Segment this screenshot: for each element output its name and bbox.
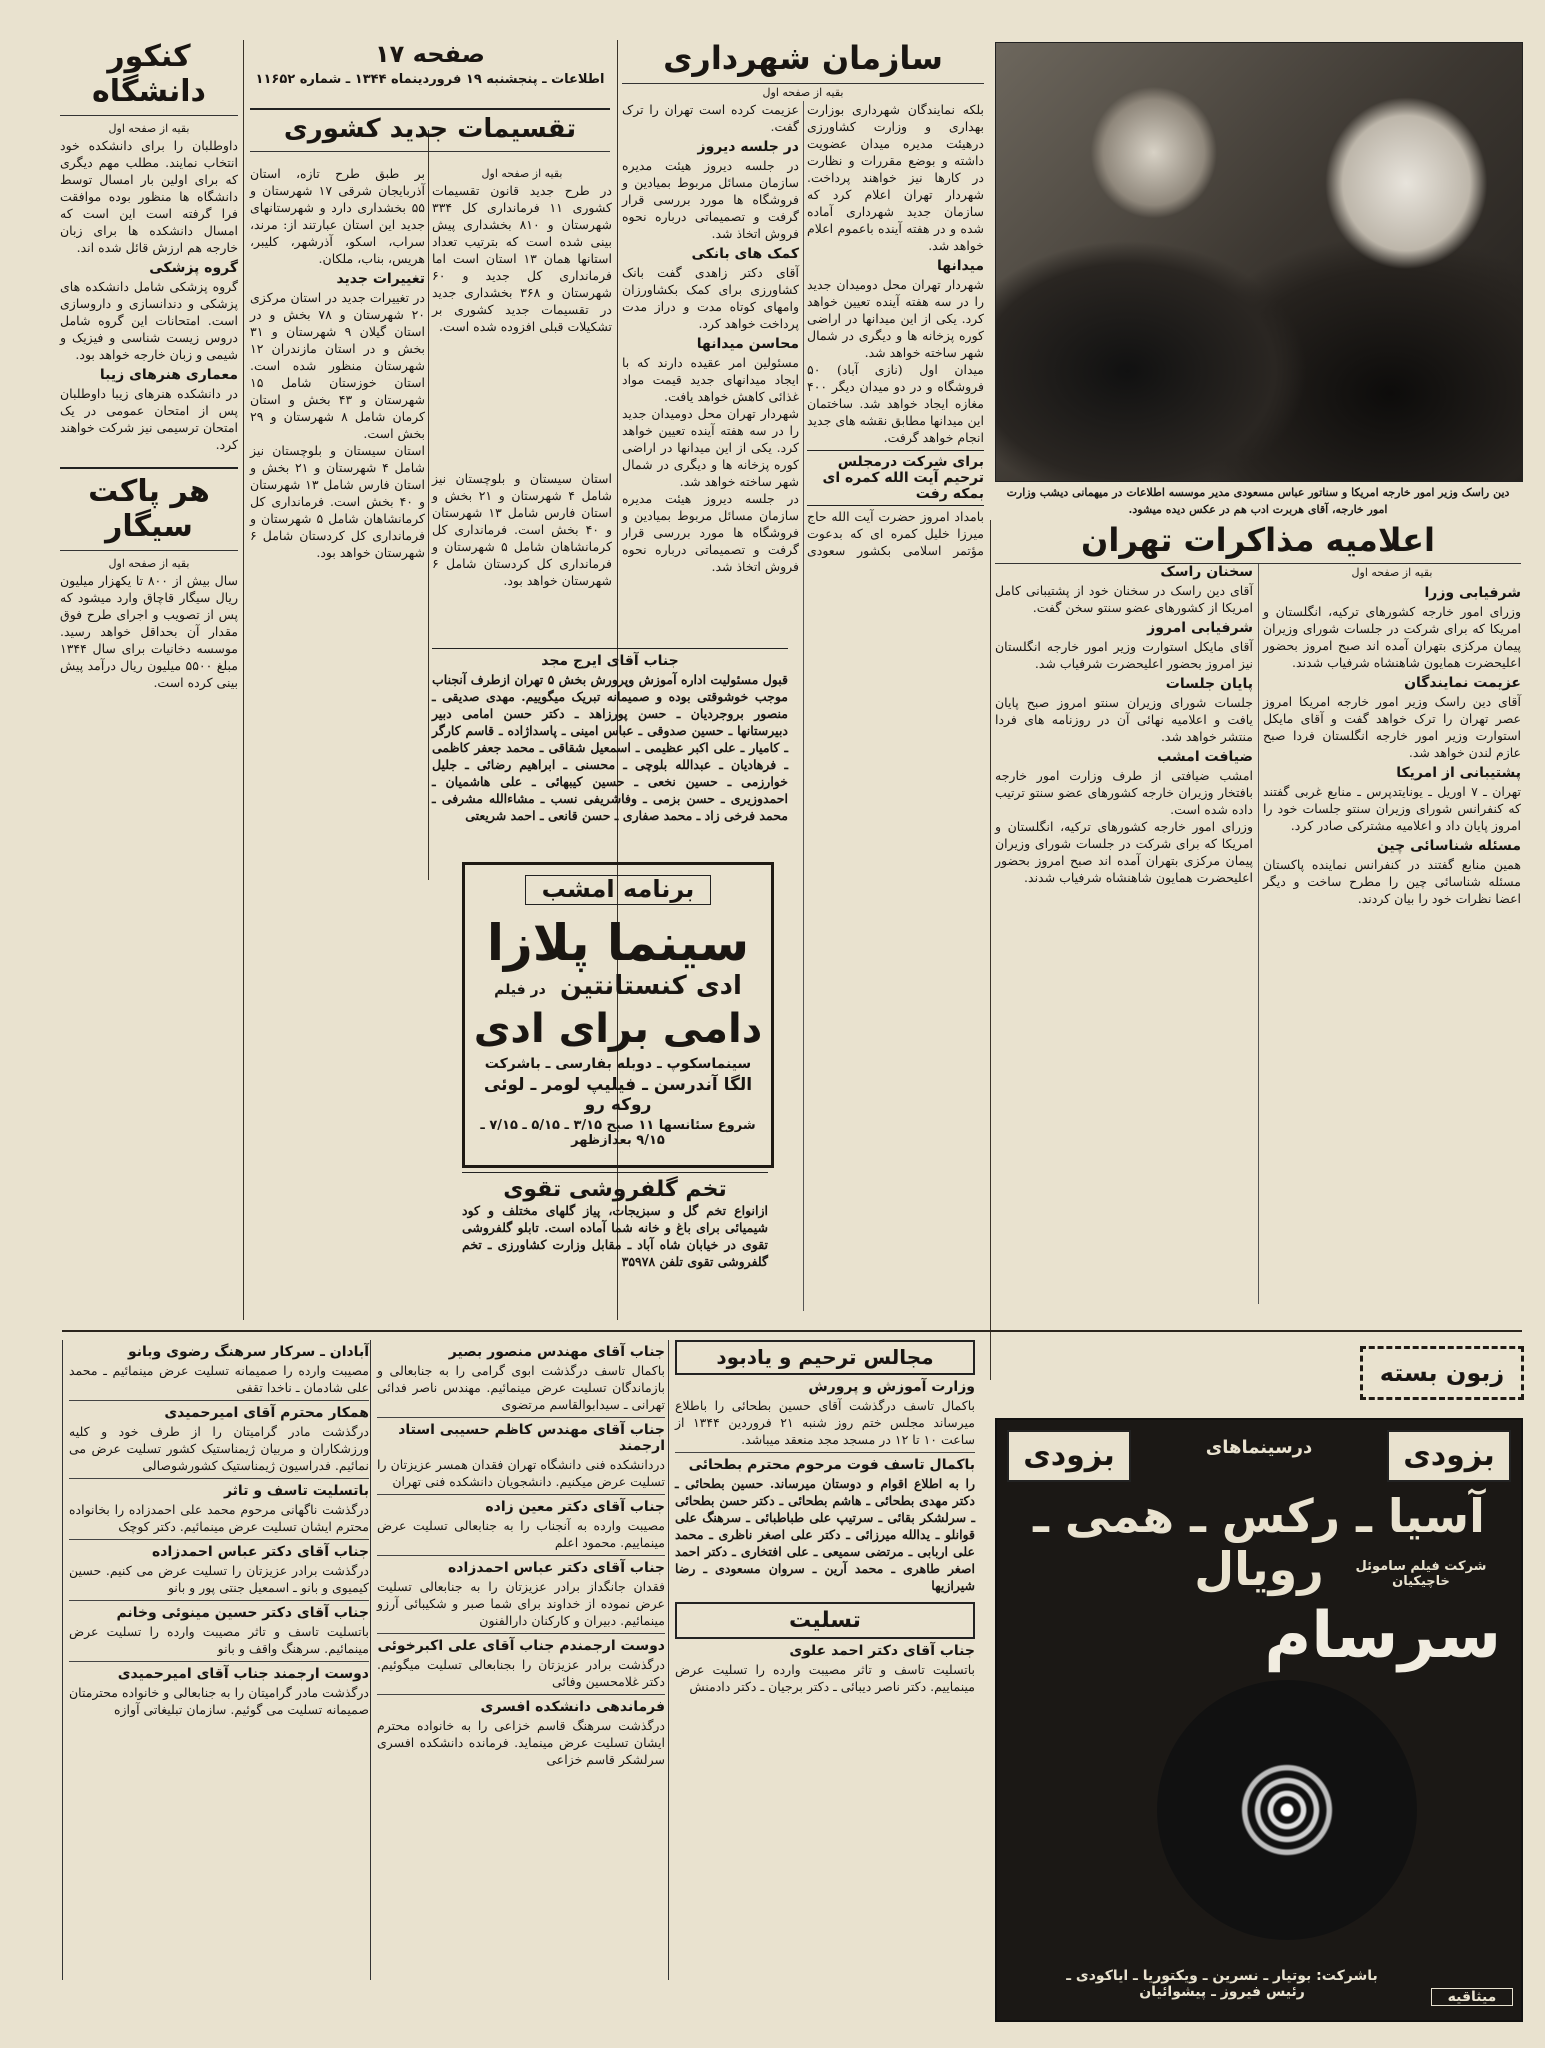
film-tech: سینماسکوپ ـ دوبله بفارسی ـ باشرکت: [484, 1055, 752, 1072]
cont-note-2: بقیه از صفحه اول: [108, 557, 190, 570]
talks-p7: جلسات شورای وزیران سنتو امروز صبح پایان یافت و اعلامیه نهائی آن در روزنامه های فردا منتشر خواهد شد.: [995, 694, 1253, 744]
column-4: [995, 522, 1521, 1312]
muni-p2: شهردار تهران محل دومیدان جدید را در سه هفته آینده تعیین خواهد کرد. یکی از این میدانها در اراضی کوره پزخانه ها و دیگری در شمال شهر ساخته خواهد شد.: [807, 276, 984, 360]
congrats-title: جناب آقای ایرج مجد: [541, 653, 679, 669]
tag-text: زبون بسته: [1379, 1359, 1505, 1387]
cont-note: بقیه از صفحه اول: [108, 122, 190, 135]
subhead-today: شرفیابی امروز: [1147, 619, 1253, 636]
konkur-p1: داوطلبان را برای دانشکده خود انتخاب نمایند. مطلب مهم دیگری که برای اولین بار امسال توسط دانشگاه ها منظور بوده موافقت فرا گرفته است این است که امسال دانشکده ها برای زبان خارجه هم ارزش قائل شده اند.: [60, 138, 238, 255]
subhead-audience: شرفیابی وزرا: [1424, 584, 1521, 601]
subhead-departure: عزیمت نمایندگان: [1404, 674, 1521, 691]
headline-cigarette: هر پاکت سیگار: [60, 467, 238, 551]
divisions-p3: در تغییرات جدید در استان مرکزی ۲۰ شهرستان و ۷۸ بخش و در استان گیلان ۹ شهرستان و ۳۱ بخش و در استان مازندران ۱۲ شهرستان منظور شده است. استان خوزستان شامل ۱۵ شهرستان و ۴۳ بخش و استان کرمان شامل ۸ شهرستان و ۲۹ بخش است.: [250, 290, 426, 441]
film-cast: الگا آندرسن ـ فیلیپ لومر ـ لوئی روکه رو: [483, 1075, 753, 1115]
film-times: شروع سئانسها ۱۱ صبح ۳/۱۵ ـ ۵/۱۵ ـ ۷/۱۵ ـ ۹/۱۵ بعدازظهر: [480, 1118, 756, 1149]
c3-head-0: وزارت آموزش و پرورش: [808, 1379, 975, 1395]
headline-municipality: سازمان شهرداری: [622, 40, 984, 84]
c3-item-1: [675, 1452, 975, 1594]
dateline: اطلاعات ـ پنجشنبه ۱۹ فروردینماه ۱۳۴۴ ـ شماره ۱۱۶۵۲: [255, 72, 605, 87]
c2-head-2: جناب آقای دکتر معین زاده: [485, 1499, 665, 1515]
c1-head-5: دوست ارجمند جناب آقای امیرحمیدی: [117, 1666, 369, 1682]
tonight-label: برنامه امشب: [525, 875, 711, 905]
c1-item-4: [69, 1600, 369, 1657]
sarsam-title: سرسام: [1264, 1599, 1501, 1673]
talks-p1: وزرای امور خارجه کشورهای ترکیه، انگلستان و امریکا که برای شرکت در جلسات شورای وزیران پیمان مرکزی بتهران آمده اند صبح امروز بحضور اعلیحضرت همایون شاهنشاه شرفیاب شدند.: [1263, 603, 1521, 670]
seed-title: تخم گلفروشی تقوی: [503, 1177, 727, 1202]
c2-item-0: [377, 1344, 665, 1413]
subhead-benefits: محاسن میدانها: [696, 335, 799, 352]
c2-body-3: فقدان جانگداز برادر عزیزتان را به جنابعالی تسلیت عرض نموده از خداوند برای شما صبر و شکیبائی آرزو مینمائیم. دبیران و کارکنان دارالفنون: [377, 1579, 665, 1628]
c1-body-2: درگذشت ناگهانی مرحوم محمد علی احمدزاده را بخانواده محترم ایشان تسلیت عرض مینمائیم. دکتر کوچک: [69, 1502, 369, 1534]
c2-item-4: [377, 1633, 665, 1690]
c2-item-3: [377, 1555, 665, 1629]
talks-p6: آقای مایکل استوارت وزیر امور خارجه انگلستان نیز امروز بحضور اعلیحضرت شرفیاب شد.: [995, 638, 1253, 671]
muni-p2b: شهردار تهران محل دومیدان جدید را در سه هفته آینده تعیین خواهد کرد. یکی از این میدانها در اراضی کوره پزخانه ها و دیگری در شمال شهر ساخته خواهد شد.: [622, 405, 799, 489]
condolence-col-2: [370, 1340, 665, 1980]
muni-p3: میدان اول (نازی آباد) ۵۰ فروشگاه و در دو میدان دیگر ۴۰۰ مغازه ایجاد خواهد شد. ساختمان این میدانها مطابق نقشه های جدید انجام خواهد گرفت.: [807, 361, 984, 445]
memorial-box-title: مجالس ترحیم و یادبود: [675, 1340, 975, 1375]
credits-bottom: باشرکت: بوتیار ـ نسرین ـ ویکتوریا ـ ایاکودی ـ رئیس فیروز ـ پیشوائیان: [1066, 1967, 1378, 2000]
c1-body-5: درگذشت مادر گرامیتان را به جنابعالی و خانواده محترمتان صمیمانه تسلیت می گوئیم. سازمان تبلیغاتی آوازه: [69, 1685, 369, 1717]
c1-head-3: جناب آقای دکتر عباس احمدزاده: [152, 1544, 369, 1560]
headline-divisions: تقسیمات جدید کشوری: [250, 115, 610, 152]
c1-head-0: آبادان ـ سرکار سرهنگ رضوی وبانو: [127, 1344, 369, 1360]
muni-p5: در جلسه دیروز هیئت مدیره سازمان مسائل مربوط بمیادین و فروشگاه ها مورد بررسی قرار گرفت و تصمیماتی درباره نحوه فروش اتخاذ شد.: [622, 157, 799, 241]
c2-head-5: فرماندهی دانشکده افسری: [480, 1699, 665, 1715]
kamarei-head: برای شرکت درمجلس ترحیم آیت الله کمره ای بمکه رفت: [807, 450, 984, 506]
subhead-banquet: ضیافت امشب: [1157, 748, 1253, 765]
c3-head-1: باکمال تاسف فوت مرحوم محترم بطحائی: [688, 1457, 975, 1473]
headline-tehran-talks: اعلامیه مذاکرات تهران: [995, 522, 1521, 564]
spiral-artwork: [1157, 1680, 1417, 1940]
column-2c: [432, 470, 612, 640]
c1-body-4: باتسلیت تاسف و تاثر مصیبت وارده را تسلیت عرض مینمائیم. سرهنگ واقف و بانو: [69, 1624, 369, 1656]
konkur-p2: گروه پزشکی شامل دانشکده های پزشکی و دندانسازی و داروسازی است. امتحانات این گروه شامل دروس زیست شناسی و فیزیک و شیمی و زبان خارجه خواهد بود.: [60, 279, 238, 362]
c2-body-5: درگذشت سرهنگ قاسم خزاعی را به خانواده محترم ایشان تسلیت عرض مینماید. فرمانده دانشکده افسری سرلشکر قاسم خزاعی: [377, 1718, 665, 1767]
in-cinemas-label: درسینماهای: [1205, 1437, 1313, 1458]
subhead-changes: تغییرات جدید: [336, 271, 425, 287]
c1-item-5: [69, 1661, 369, 1718]
c3-body-0: باکمال تاسف درگذشت آقای حسین بطحائی را باطلاع میرساند مجلس ختم روز شنبه ۲۱ فروردین ۱۳۴۴ از ساعت ۱۰ تا ۱۲ در مسجد مجد منعقد میباشد.: [675, 1398, 976, 1447]
sarsam-movie-ad: [995, 1418, 1523, 2022]
c1-body-0: مصیبت وارده را صمیمانه تسلیت عرض مینمائیم ـ محمد علی شادمان ـ ناخدا تقفی: [69, 1363, 369, 1395]
c2-body-1: دردانشکده فنی دانشگاه تهران فقدان همسر عزیزتان را تسلیت عرض میکنیم. دانشجویان دانشکده فنی تهران: [377, 1457, 665, 1489]
c2-item-5: [377, 1694, 665, 1768]
soon-label-right: بزودی: [1403, 1438, 1495, 1473]
c1-body-1: درگذشت مادر گرامیتان را از طرف خود و کلیه ورزشکاران و مربیان ژیمناستیک کشور تسلیت عرض می نمائیم. فدراسیون ژیمناستیک کشورشوصالی: [69, 1424, 369, 1473]
c2-item-2: [377, 1494, 665, 1551]
subhead-squares: میدانها: [936, 257, 984, 274]
subhead-end: پایان جلسات: [1165, 675, 1253, 692]
cont-note-3: بقیه از صفحه اول: [481, 167, 563, 180]
credits-top: شرکت فیلم ساموئل خاچیکیان: [1355, 1559, 1487, 1589]
page-number: صفحه ۱۷: [375, 40, 485, 68]
subhead-arts: معماری هنرهای زیبا: [99, 367, 238, 383]
muni-p1: بلکه نمایندگان شهرداری بوزارت بهداری و وزارت کشاورزی درهیئت مدیره میدان عضویت داشته و بوضع مقررات و نظارت در کارها نیز خواهند پرداخت. شهردار تهران اعلام کرد که سازمان جدید شهرداری آماده شده و در هفته آینده باعموم اعلام خواهد شد.: [807, 101, 984, 253]
in-film-label: در فیلم: [494, 982, 546, 999]
divisions-p2: بر طبق طرح تازه، استان آذربایجان شرقی ۱۷ شهرستان و ۵۵ بخشداری دارد و شهرستانهای جدید این استان عبارتند از: مرند، سراب، اسکو، آذرشهر، کلیبر، هریس، بناب، ملکان.: [250, 166, 425, 266]
photo-caption: [995, 484, 1521, 520]
c1-body-3: درگذشت برادر عزیزتان را تسلیت عرض می کنیم. حسین کیمیوی و بانو ـ اسمعیل جنتی پور و بانو: [69, 1563, 369, 1595]
cont-note-5: بقیه از صفحه اول: [1351, 565, 1433, 579]
c2-head-1: جناب آقای مهندس کاظم حسیبی استاد ارجمند: [398, 1422, 665, 1454]
c1-item-2: [69, 1478, 369, 1535]
c2-item-1: [377, 1417, 665, 1490]
subhead-rusk: سخنان راسک: [1160, 563, 1253, 580]
divisions-p1: در طرح جدید قانون تقسیمات کشوری ۱۱ فرمانداری کل ۳۳۴ شهرستان و ۸۱۰ بخشداری پیش بینی شده است که بترتیب تعداد استانها همان ۱۳ استان است اما فرمانداری کل جدید و ۶۰ شهرستان و ۳۶۸ بخشداری جدید در تقسیمات جدید کشوری بر تشکیلات قبلی افزوده شده است.: [432, 183, 612, 334]
c1-item-1: [69, 1400, 369, 1474]
column-2b: [250, 165, 425, 1315]
headline-konkur: کنکور دانشگاه: [60, 40, 238, 116]
c3b-body-0: باتسلیت تاسف و تاثر مصیبت وارده را تسلیت عرض مینماییم. دکتر ناصر دیبائی ـ دکتر برجیان ـ دکتر دادمنش: [675, 1662, 975, 1695]
soon-label-left: بزودی: [1023, 1438, 1115, 1473]
subhead-china: مسئله شناسائی چین: [1376, 837, 1521, 854]
c1-head-2: باتسلیت تاسف و تاثر: [223, 1483, 369, 1499]
c2-head-3: جناب آقای دکتر عباس احمدزاده: [448, 1560, 665, 1576]
c2-head-4: دوست ارجمندم جناب آقای علی اکبرخوئی: [377, 1638, 665, 1654]
c2-head-0: جناب آقای مهندس منصور بصیر: [448, 1344, 665, 1360]
muni-p7: مسئولین امر عقیده دارند که با ایجاد میدانهای جدید قیمت مواد غذائی کاهش خواهد یافت.: [622, 354, 799, 404]
condolence-col-3: [668, 1340, 975, 1980]
column-1: [60, 40, 238, 1320]
c3-body-1: را به اطلاع اقوام و دوستان میرساند. حسین بطحائی ـ دکتر مهدی بطحائی ـ هاشم بطحائی ـ دکتر حسن بطحائی ـ سرلشکر بقائی ـ سرتیپ علی طباطبائی ـ سرهنگ علی قوانلو ـ یدالله میرزائی ـ دکتر علی اصغر ناظری ـ محمد علی اربابی ـ مرتضی سمیعی ـ علی افتخاری ـ دکتر احمد اصغر طاهری ـ محمد آرین ـ سروان مسعودی ـ رضا شیرازیها: [675, 1476, 975, 1593]
subhead-meeting: در جلسه دیروز: [697, 138, 799, 155]
c1-head-1: همکار محترم آقای امیرحمیدی: [164, 1405, 369, 1421]
konkur-p3: در دانشکده هنرهای زیبا داوطلبان پس از امتحان عمومی در یک امتحان ترسیمی نیز شرکت خواهند کرد.: [60, 386, 238, 452]
talks-p8: امشب ضیافتی از طرف وزارت امور خارجه بافتخار وزیران خارجه کشورهای عضو سنتو ترتیب داده شده است.: [995, 767, 1253, 817]
talks-p3: تهران ـ ۷ اوریل ـ یونایتدپرس ـ منابع غربی گفتند که کنفرانس شورای وزیران سنتو جلسات خود را امروز پایان داد و اعلامیه مشترکی صادر کرد.: [1263, 783, 1521, 833]
c3b-item-0: [675, 1643, 975, 1695]
studio-logo: میثاقیه: [1431, 1988, 1513, 2006]
muni-p5b: در جلسه دیروز هیئت مدیره سازمان مسائل مربوط بمیادین و فروشگاه ها مورد بررسی قرار گرفت و تصمیماتی درباره نحوه فروش اتخاذ شد.: [622, 490, 799, 574]
c2-body-0: باکمال تاسف درگذشت ابوی گرامی را به جنابعالی و بازماندگان تسلیت عرض مینمائیم. مهندس ناصر فدائی تهرانی ـ سیدابوالقاسم مرتضوی: [377, 1363, 665, 1412]
subhead-medical: گروه پزشکی: [149, 260, 238, 276]
talks-p2: آقای دین راسک وزیر امور خارجه امریکا امروز عصر تهران را ترک خواهد گفت و آقای مایکل استوارت وزیر امور خارجه انگلستان فردا صبح عازم لندن خواهد شد.: [1263, 693, 1521, 760]
page-header: [250, 38, 610, 110]
c3-item-0: [675, 1379, 975, 1448]
talks-p5: آقای دین راسک در سخنان خود از پشتیبانی کامل امریکا از کشورهای عضو سنتو سخن گفت.: [995, 582, 1253, 615]
talks-p4: همین منابع گفتند در کنفرانس نماینده پاکستان مسئله شناسائی چین را مطرح ساخت و دیگر اعضا نظرات خود را بیان کردند.: [1263, 856, 1521, 906]
film-title: دامی برای ادی: [473, 1005, 763, 1052]
column-3: [622, 40, 984, 1320]
seed-body: ازانواع تخم گل و سبزیجات، پیاز گلهای مختلف و کود شیمیائی برای باغ و خانه شما آماده است. تابلو گلفروشی تقوی در خیابان شاه آباد ـ مقابل وزارت کشاورزی ـ تخم گلفروشی تقوی تلفن ۳۵۹۷۸: [462, 1203, 768, 1270]
c1-item-3: [69, 1539, 369, 1596]
cinema-list: آسیا ـ رکس ـ همی ـ رویال: [1033, 1489, 1485, 1596]
rusk-masoudi-photo: [995, 42, 1523, 482]
c1-head-4: جناب آقای دکتر حسین مینوئی وخانم: [116, 1605, 369, 1621]
c1-item-0: [69, 1344, 369, 1396]
column-2a: [432, 165, 612, 465]
subhead-bank: کمک های بانکی: [691, 245, 799, 262]
cinema-name: سینما پلازا: [486, 913, 750, 972]
caption-text: دین راسک وزیر امور خارجه امریکا و سناتور عباس مسعودی مدیر موسسه اطلاعات در میهمانی دیشب وزارت امور خارجه، آقای هربرت ادب هم در عکس دیده میشود.: [1006, 486, 1510, 516]
c3b-head-0: جناب آقای دکتر احمد علوی: [789, 1643, 975, 1660]
c2-body-2: مصیبت وارده به آنجناب را به جنابعالی تسلیت عرض مینماییم. محمود اعلم: [377, 1518, 665, 1550]
kamarei-body: بامداد امروز حضرت آیت الله حاج میرزا خلیل کمره ای که بدعوت مؤتمر اسلامی بکشور سعودی عزیمت کرده است تهران را ترک گفت.: [622, 101, 984, 558]
actor-name: ادی کنستانتین: [559, 971, 742, 1002]
c2-body-4: درگذشت برادر عزیزتان را بجنابعالی تسلیت میگوئیم. دکتر غلامحسین وفائی: [377, 1657, 665, 1689]
cont-note-4: بقیه از صفحه اول: [762, 85, 844, 99]
muni-p6: آقای دکتر زاهدی گفت بانک کشاورزی برای کمک بکشاورزان وامهای کوتاه مدت و دراز مدت پرداخت خواهد کرد.: [622, 264, 799, 331]
talks-p1b: وزرای امور خارجه کشورهای ترکیه، انگلستان و امریکا که برای شرکت در جلسات شورای وزیران پیمان مرکزی بتهران آمده اند صبح امروز بحضور اعلیحضرت همایون شاهنشاه شرفیاب شدند.: [995, 818, 1253, 885]
congrats-body: قبول مسئولیت اداره آموزش وپرورش بخش ۵ تهران ازطرف آنجناب موجب خوشوقتی بوده و صمیمانه تبریک میگوییم. مهدی صدیقی ـ منصور بروجردیان ـ حسن پورزاهد ـ دکتر حسن امامی دبیر دبیرستانها ـ حسین صدوقی ـ عباس امینی ـ پاسداژاده ـ قاسم کارگر ـ کامیار ـ علی اکبر عظیمی ـ اسمعیل شقاقی ـ محمد جعفر کاظمی ـ فرهادیان ـ عبدالله بلوچی ـ محسنی ـ ابراهیم رضائی ـ جلیل خوارزمی ـ حسین نخعی ـ حسین کیبهائی ـ علی هاشمیان ـ احمدوزیری ـ حسن بزمی ـ وفاشریفی نسب ـ مشاءالله مشرفی ـ محمد فرخی زاد ـ محمد صفاری ـ حسن قانعی ـ احمد شریعتی: [432, 672, 789, 823]
condolence-col-1: [62, 1340, 369, 1980]
divisions-p4: استان سیستان و بلوچستان نیز شامل ۴ شهرستان و ۲۱ بخش و استان فارس شامل ۱۳ شهرستان و ۴۰ بخش است. فرمانداری کل کرمانشاهان شامل ۵ شهرستان و فرمانداری کل کردستان شامل ۶ شهرستان خواهد بود.: [250, 443, 426, 560]
divisions-p4b: استان سیستان و بلوچستان نیز شامل ۴ شهرستان و ۲۱ بخش و استان فارس شامل ۱۳ شهرستان و ۴۰ بخش است. فرمانداری کل کرمانشاهان شامل ۵ شهرستان و فرمانداری کل کردستان شامل ۶ شهرستان خواهد بود.: [432, 471, 613, 588]
subhead-support: پشتیبانی از امریکا: [1396, 764, 1521, 781]
condolence-box-title: تسلیت: [675, 1602, 975, 1639]
cigarette-p1: سال بیش از ۸۰۰ تا یکهزار میلیون ریال سیگار قاچاق وارد میشود که پس از تصویب و اجرای طرح فوق مقدار آن بحداقل خواهد رسید. موسسه دخانیات برای سال ۱۳۴۴ مبلغ ۵۵۰۰ میلیون ریال درآمد پیش بینی کرده است.: [60, 573, 238, 690]
tag-box: [1360, 1346, 1524, 1400]
